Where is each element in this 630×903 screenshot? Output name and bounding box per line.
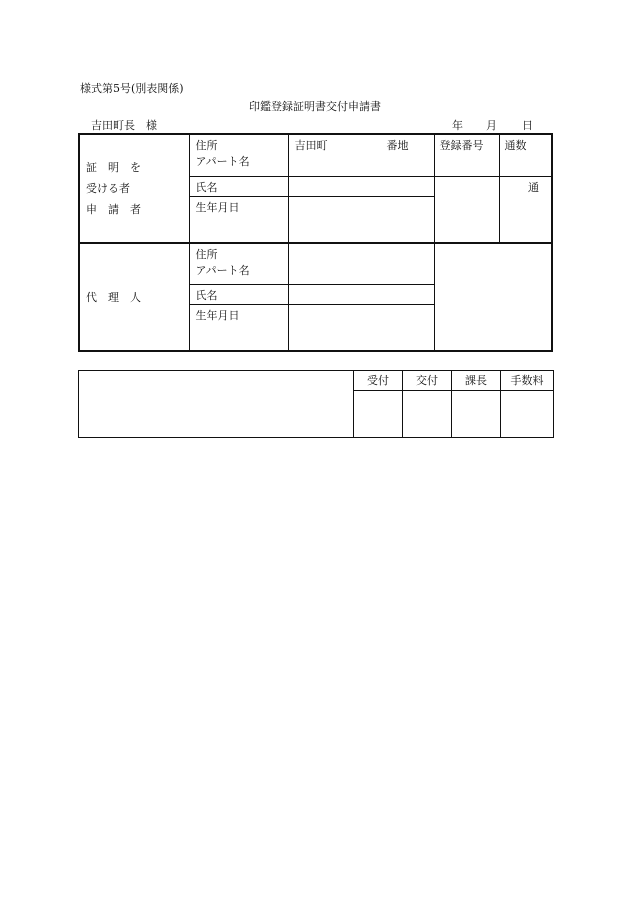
date-day-label: 日: [522, 119, 533, 132]
agent-address-label: [189, 243, 288, 284]
apartment-label: アパート名: [195, 264, 250, 277]
applicant-category: [79, 134, 189, 243]
address-banchi: 番地: [386, 139, 409, 152]
applicant-birthdate-label: 生年月日: [189, 196, 288, 243]
office-stamp-issued[interactable]: [403, 391, 452, 438]
addressee: 吉田町長 様: [91, 119, 157, 132]
agent-birthdate-field[interactable]: [288, 304, 434, 351]
application-table: [78, 133, 553, 352]
document-title: 印鑑登録証明書交付申請書: [249, 100, 381, 113]
applicant-category-line: 申 請 者: [86, 203, 141, 216]
copies-header: 通数: [499, 134, 552, 176]
applicant-category-line: 受ける者: [86, 182, 130, 195]
copies-field[interactable]: [499, 176, 552, 243]
agent-birthdate-label: 生年月日: [189, 304, 288, 351]
office-stamp-manager[interactable]: [452, 391, 501, 438]
address-label: 住所: [195, 139, 218, 152]
applicant-address-field[interactable]: [288, 134, 434, 176]
office-use-table: [78, 370, 554, 438]
address-label: 住所: [195, 248, 218, 261]
copies-unit: 通: [528, 180, 539, 194]
office-header-received: 受付: [354, 371, 403, 391]
office-stamp-fee[interactable]: [501, 391, 554, 438]
office-stamp-received[interactable]: [354, 391, 403, 438]
agent-address-field[interactable]: [288, 243, 434, 284]
office-remarks-area: [79, 371, 354, 438]
agent-name-field[interactable]: [288, 284, 434, 304]
applicant-address-label: [189, 134, 288, 176]
apartment-label: アパート名: [195, 155, 250, 168]
date-year-label: 年: [452, 119, 463, 132]
office-header-issued: 交付: [403, 371, 452, 391]
agent-blank-area: [434, 243, 552, 351]
registration-number-header: 登録番号: [434, 134, 499, 176]
applicant-category-line: 証 明 を: [86, 161, 141, 174]
registration-number-field[interactable]: [434, 176, 499, 243]
office-header-fee: 手数料: [501, 371, 554, 391]
form-number: 様式第5号(別表関係): [80, 82, 184, 95]
agent-name-label: 氏名: [189, 284, 288, 304]
agent-category: 代 理 人: [79, 243, 189, 351]
applicant-name-label: 氏名: [189, 176, 288, 196]
office-header-manager: 課長: [452, 371, 501, 391]
date-month-label: 月: [486, 119, 497, 132]
applicant-name-field[interactable]: [288, 176, 434, 196]
applicant-birthdate-field[interactable]: [288, 196, 434, 243]
address-town: 吉田町: [294, 139, 328, 152]
